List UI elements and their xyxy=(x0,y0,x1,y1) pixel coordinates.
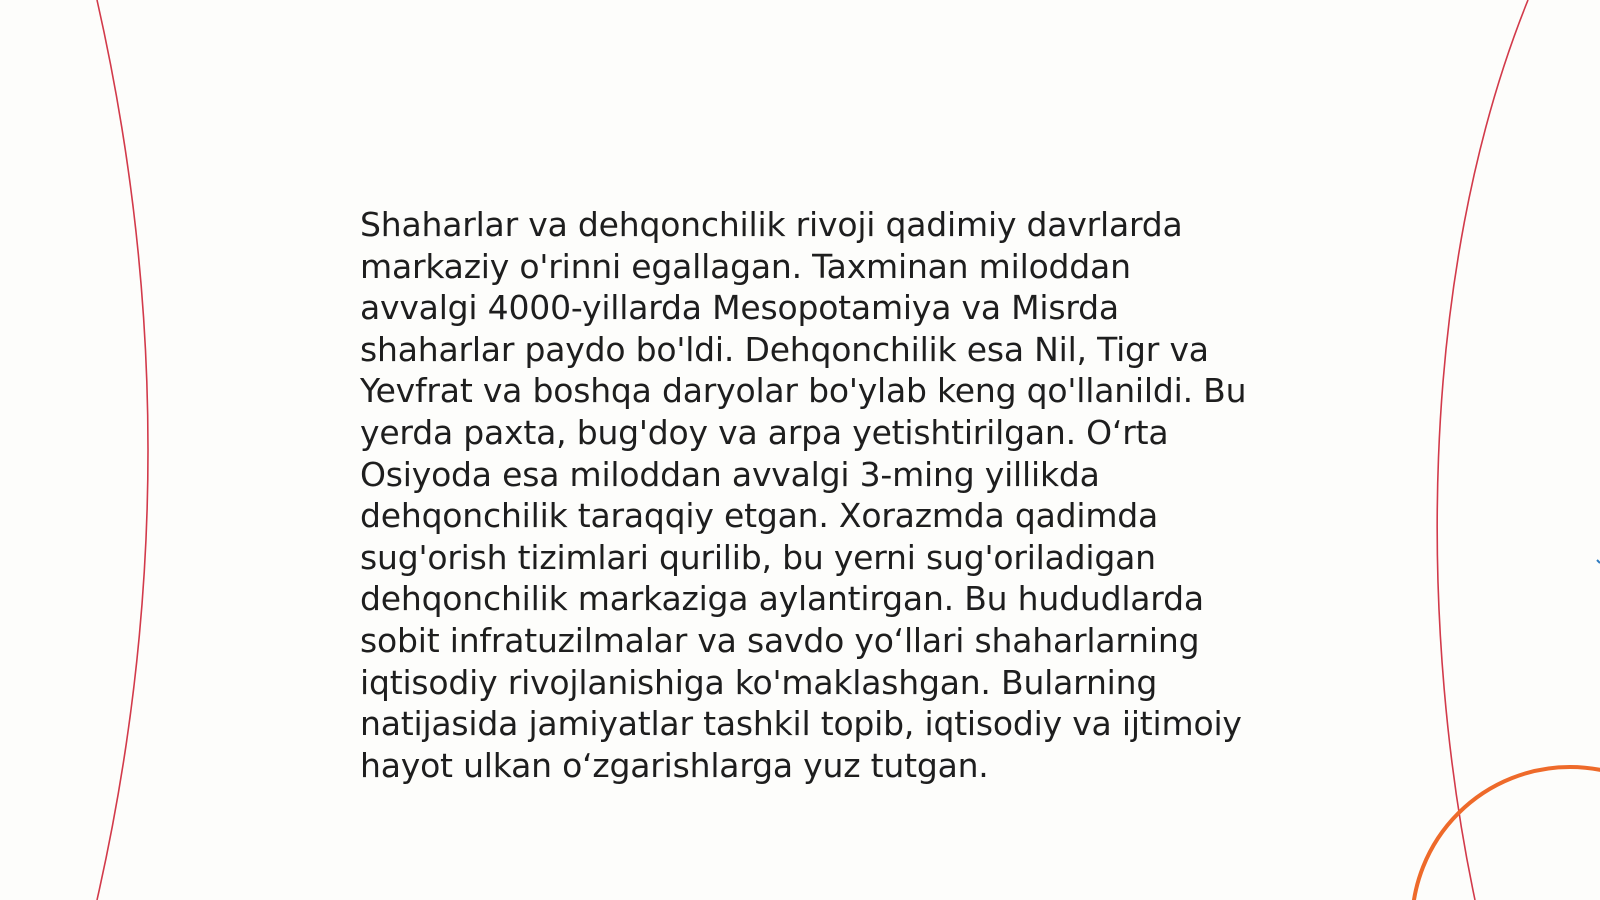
paragraph-line: avvalgi 4000-yillarda Mesopotamiya va Misrda xyxy=(360,288,1119,328)
paragraph-line: sug'orish tizimlari qurilib, bu yerni sug'oriladigan xyxy=(360,537,1156,577)
paragraph-line: sobit infratuzilmalar va savdo yo‘llari shaharlarning xyxy=(360,620,1200,660)
paragraph-line: dehqonchilik markaziga aylantirgan. Bu hududlarda xyxy=(360,579,1204,619)
paragraph-line: yerda paxta, bug'doy va arpa yetishtirilgan. O‘rta xyxy=(360,412,1169,452)
paragraph-line: shaharlar paydo bo'ldi. Dehqonchilik esa Nil, Tigr va xyxy=(360,329,1209,369)
paragraph-line: dehqonchilik taraqqiy etgan. Xorazmda qadimda xyxy=(360,496,1159,536)
right-curve xyxy=(1437,0,1528,900)
accent-circle xyxy=(1412,767,1600,900)
paragraph-line: iqtisodiy rivojlanishiga ko'maklashgan. Bularning xyxy=(360,662,1158,702)
paragraph-line: Yevfrat va boshqa daryolar bo'ylab keng qo'llanildi. Bu xyxy=(360,371,1247,411)
paragraph-line: hayot ulkan o‘zgarishlarga yuz tutgan. xyxy=(360,745,989,785)
left-curve xyxy=(97,0,148,900)
paragraph-line: markaziy o'rinni egallagan. Taxminan miloddan xyxy=(360,246,1131,286)
paragraph-line: Osiyoda esa miloddan avvalgi 3-ming yillikda xyxy=(360,454,1100,494)
paragraph-line: Shaharlar va dehqonchilik rivoji qadimiy davrlarda xyxy=(360,205,1183,244)
paragraph-line: natijasida jamiyatlar tashkil topib, iqtisodiy va ijtimoiy xyxy=(360,704,1242,744)
body-paragraph xyxy=(360,204,1260,786)
